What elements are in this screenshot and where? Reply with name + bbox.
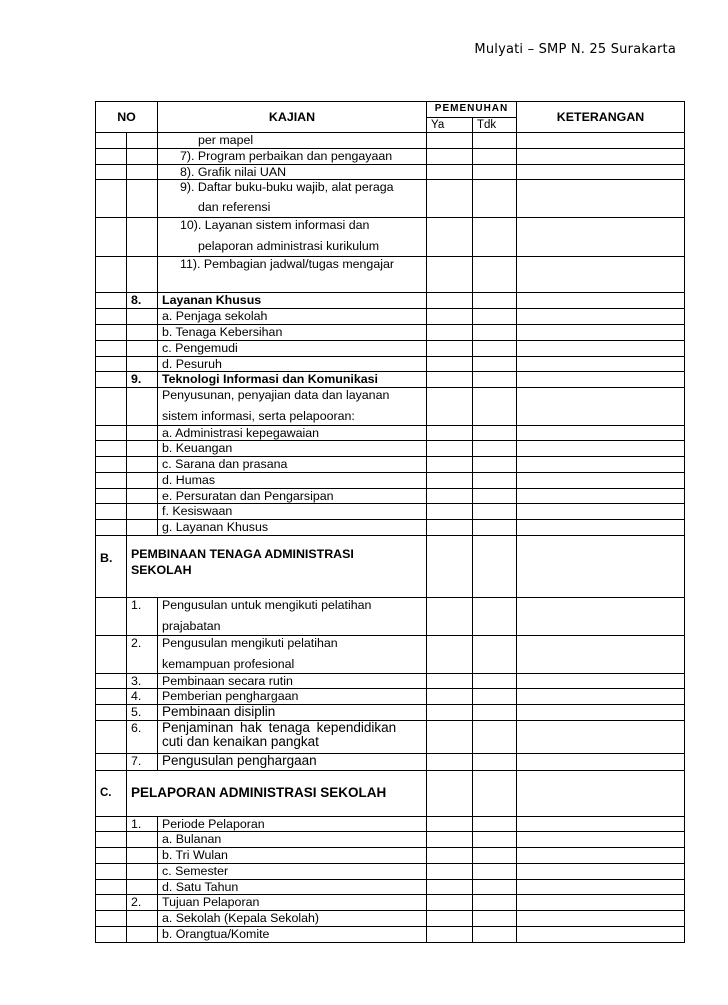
table-row: 8). Grafik nilai UAN (96, 164, 685, 180)
section-row: B. PEMBINAAN TENAGA ADMINISTRASI SEKOLAH (96, 535, 685, 597)
table-row: a. Administrasi kepegawaian (96, 425, 685, 441)
table-row: b. Tri Wulan (96, 848, 685, 864)
table-row: a. Penjaga sekolah (96, 309, 685, 325)
col-pemenuhan: PEMENUHAN (427, 102, 517, 118)
table-row: d. Humas (96, 472, 685, 488)
table-row: 6. Penjaminan hak tenaga kependidikan cuti dan kenaikan pangkat (96, 720, 685, 753)
col-tdk: Tdk (473, 117, 517, 133)
table-row: 8. Layanan Khusus (96, 293, 685, 309)
table-row: Penyusunan, penyajian data dan layanan sistem informasi, serta pelapooran: (96, 387, 685, 425)
table-row: 3. Pembinaan secara rutin (96, 673, 685, 689)
table-row: b. Keuangan (96, 441, 685, 457)
table-row: f. Kesiswaan (96, 504, 685, 520)
table-row: 4. Pemberian penghargaan (96, 689, 685, 705)
table-row: 9. Teknologi Informasi dan Komunikasi (96, 372, 685, 388)
table-row: b. Tenaga Kebersihan (96, 324, 685, 340)
table-row: d. Satu Tahun (96, 879, 685, 895)
table-row: 1. Periode Pelaporan (96, 816, 685, 832)
table-row: c. Pengemudi (96, 340, 685, 356)
page-header: Mulyati – SMP N. 25 Surakarta (474, 42, 676, 57)
section-row: C. PELAPORAN ADMINISTRASI SEKOLAH (96, 770, 685, 816)
table-row: 7. Pengusulan penghargaan (96, 753, 685, 770)
table-row: 10). Layanan sistem informasi dan pelaporan administrasi kurikulum (96, 218, 685, 257)
col-keterangan: KETERANGAN (517, 102, 685, 133)
table-row: g. Layanan Khusus (96, 520, 685, 536)
col-ya: Ya (427, 117, 473, 133)
table-row: c. Semester (96, 863, 685, 879)
table-row: c. Sarana dan prasana (96, 457, 685, 473)
table-row: 5. Pembinaan disiplin (96, 704, 685, 720)
table-row: per mapel (96, 133, 685, 149)
table-row: 2. Tujuan Pelaporan (96, 895, 685, 911)
table-row: e. Persuratan dan Pengarsipan (96, 488, 685, 504)
checklist-table (95, 101, 685, 943)
table-row: 7). Program perbaikan dan pengayaan (96, 148, 685, 164)
table-row: 11). Pembagian jadwal/tugas mengajar (96, 257, 685, 293)
table-row: 1. Pengusulan untuk mengikuti pelatihan prajabatan (96, 597, 685, 635)
table-row: a. Bulanan (96, 832, 685, 848)
col-kajian: KAJIAN (158, 102, 427, 133)
table-row: d. Pesuruh (96, 356, 685, 372)
col-no: NO (96, 102, 158, 133)
table-row: b. Orangtua/Komite (96, 926, 685, 942)
table-row: 9). Daftar buku-buku wajib, alat peraga dan referensi (96, 180, 685, 218)
table-row: a. Sekolah (Kepala Sekolah) (96, 911, 685, 927)
table-row: 2. Pengusulan mengikuti pelatihan kemampuan profesional (96, 635, 685, 673)
